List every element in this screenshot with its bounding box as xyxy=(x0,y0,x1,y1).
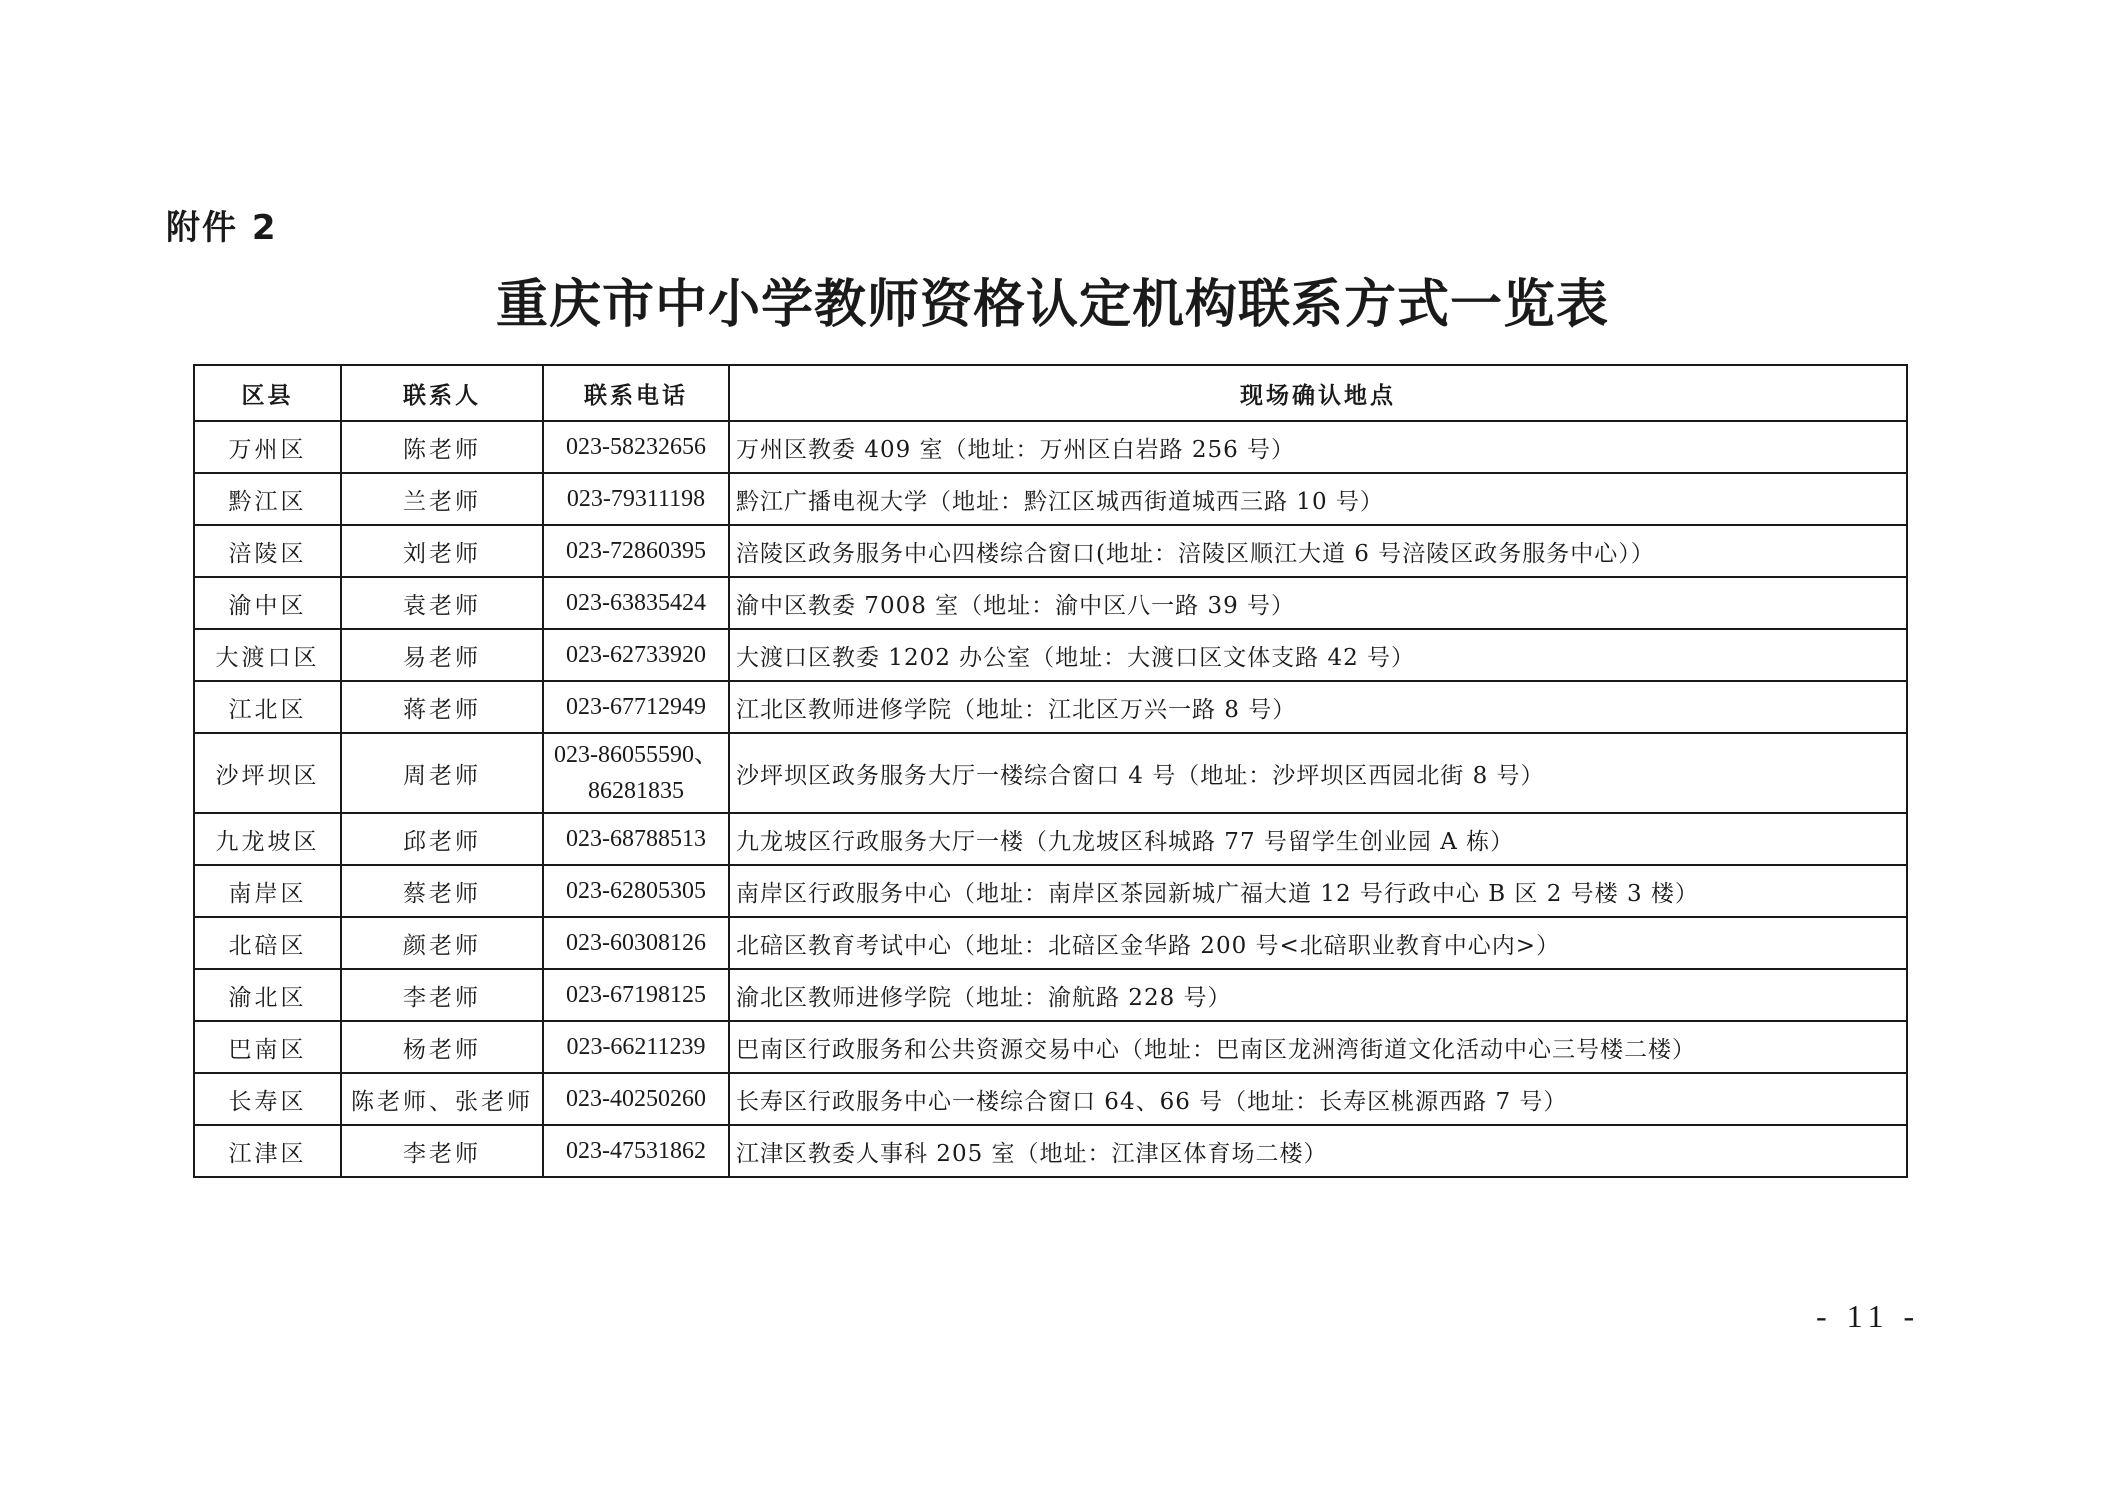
cell-contact: 兰老师 xyxy=(341,473,543,525)
phone-number: 023-58232656 xyxy=(566,434,706,460)
table-row xyxy=(194,1125,1907,1177)
cell-district: 江津区 xyxy=(194,1125,341,1177)
header-district: 区县 xyxy=(194,365,341,421)
header-contact: 联系人 xyxy=(341,365,543,421)
page-number: - 11 - xyxy=(1816,1298,1921,1334)
phone-number: 023-62805305 xyxy=(566,878,706,904)
cell-phone xyxy=(543,681,729,733)
cell-phone xyxy=(543,473,729,525)
cell-phone xyxy=(543,1125,729,1177)
cell-address: 江津区教委人事科 205 室（地址：江津区体育场二楼） xyxy=(729,1125,1907,1177)
cell-contact: 李老师 xyxy=(341,969,543,1021)
cell-address: 沙坪坝区政务服务大厅一楼综合窗口 4 号（地址：沙坪坝区西园北街 8 号） xyxy=(729,733,1907,813)
cell-address: 南岸区行政服务中心（地址：南岸区茶园新城广福大道 12 号行政中心 B 区 2 号楼 3 楼） xyxy=(729,865,1907,917)
cell-contact: 刘老师 xyxy=(341,525,543,577)
phone-number: 023-72860395 xyxy=(566,538,706,564)
cell-district: 南岸区 xyxy=(194,865,341,917)
cell-address: 万州区教委 409 室（地址：万州区白岩路 256 号） xyxy=(729,421,1907,473)
table-row xyxy=(194,629,1907,681)
cell-contact: 颜老师 xyxy=(341,917,543,969)
cell-phone xyxy=(543,813,729,865)
phone-number: 023-40250260 xyxy=(566,1086,706,1112)
cell-address: 北碚区教育考试中心（地址：北碚区金华路 200 号<北碚职业教育中心内>） xyxy=(729,917,1907,969)
cell-address: 渝北区教师进修学院（地址：渝航路 228 号） xyxy=(729,969,1907,1021)
cell-address: 涪陵区政务服务中心四楼综合窗口(地址：涪陵区顺江大道 6 号涪陵区政务服务中心）） xyxy=(729,525,1907,577)
table-row xyxy=(194,813,1907,865)
phone-number: 023-66211239 xyxy=(566,1034,706,1060)
table-row xyxy=(194,969,1907,1021)
cell-address: 江北区教师进修学院（地址：江北区万兴一路 8 号） xyxy=(729,681,1907,733)
cell-district: 渝北区 xyxy=(194,969,341,1021)
cell-phone xyxy=(543,1073,729,1125)
cell-contact: 周老师 xyxy=(341,733,543,813)
cell-contact: 李老师 xyxy=(341,1125,543,1177)
table-row xyxy=(194,525,1907,577)
cell-contact: 蔡老师 xyxy=(341,865,543,917)
cell-district: 黔江区 xyxy=(194,473,341,525)
cell-address: 长寿区行政服务中心一楼综合窗口 64、66 号（地址：长寿区桃源西路 7 号） xyxy=(729,1073,1907,1125)
cell-phone xyxy=(543,1021,729,1073)
cell-address: 渝中区教委 7008 室（地址：渝中区八一路 39 号） xyxy=(729,577,1907,629)
cell-contact: 易老师 xyxy=(341,629,543,681)
cell-contact: 杨老师 xyxy=(341,1021,543,1073)
cell-phone xyxy=(543,577,729,629)
phone-number: 023-86055590、 xyxy=(554,742,718,768)
cell-address: 巴南区行政服务和公共资源交易中心（地址：巴南区龙洲湾街道文化活动中心三号楼二楼） xyxy=(729,1021,1907,1073)
attachment-label: 附件 2 xyxy=(166,208,278,248)
cell-address: 大渡口区教委 1202 办公室（地址：大渡口区文体支路 42 号） xyxy=(729,629,1907,681)
phone-number: 023-67712949 xyxy=(566,694,706,720)
contacts-table xyxy=(193,364,1908,1178)
table-row xyxy=(194,733,1907,813)
phone-number: 023-67198125 xyxy=(566,982,706,1008)
cell-contact: 陈老师 xyxy=(341,421,543,473)
phone-number: 023-79311198 xyxy=(566,486,706,512)
table-row xyxy=(194,421,1907,473)
cell-address: 黔江广播电视大学（地址：黔江区城西街道城西三路 10 号） xyxy=(729,473,1907,525)
table-row xyxy=(194,577,1907,629)
phone-number: 023-68788513 xyxy=(566,826,706,852)
header-address: 现场确认地点 xyxy=(729,365,1907,421)
cell-phone xyxy=(543,525,729,577)
cell-district: 长寿区 xyxy=(194,1073,341,1125)
cell-district: 万州区 xyxy=(194,421,341,473)
cell-district: 巴南区 xyxy=(194,1021,341,1073)
table-row xyxy=(194,1073,1907,1125)
phone-number: 023-62733920 xyxy=(566,642,706,668)
cell-contact: 陈老师、张老师 xyxy=(341,1073,543,1125)
phone-number: 023-63835424 xyxy=(566,590,706,616)
cell-district: 涪陵区 xyxy=(194,525,341,577)
cell-phone xyxy=(543,969,729,1021)
cell-district: 九龙坡区 xyxy=(194,813,341,865)
cell-phone xyxy=(543,629,729,681)
cell-district: 沙坪坝区 xyxy=(194,733,341,813)
phone-number: 023-60308126 xyxy=(566,930,706,956)
cell-address: 九龙坡区行政服务大厅一楼（九龙坡区科城路 77 号留学生创业园 A 栋） xyxy=(729,813,1907,865)
table-row xyxy=(194,681,1907,733)
table-row xyxy=(194,917,1907,969)
cell-district: 渝中区 xyxy=(194,577,341,629)
table-row xyxy=(194,865,1907,917)
header-phone: 联系电话 xyxy=(543,365,729,421)
cell-contact: 邱老师 xyxy=(341,813,543,865)
cell-contact: 蒋老师 xyxy=(341,681,543,733)
table-row xyxy=(194,473,1907,525)
table-body xyxy=(194,421,1907,1177)
page-title: 重庆市中小学教师资格认定机构联系方式一览表 xyxy=(495,274,1609,335)
table-header-row xyxy=(194,365,1907,421)
cell-phone xyxy=(543,733,729,813)
cell-phone xyxy=(543,421,729,473)
cell-phone xyxy=(543,865,729,917)
cell-district: 大渡口区 xyxy=(194,629,341,681)
cell-district: 北碚区 xyxy=(194,917,341,969)
cell-contact: 袁老师 xyxy=(341,577,543,629)
cell-district: 江北区 xyxy=(194,681,341,733)
phone-number: 023-47531862 xyxy=(566,1138,706,1164)
cell-phone xyxy=(543,917,729,969)
phone-number: 86281835 xyxy=(588,778,684,804)
table-row xyxy=(194,1021,1907,1073)
